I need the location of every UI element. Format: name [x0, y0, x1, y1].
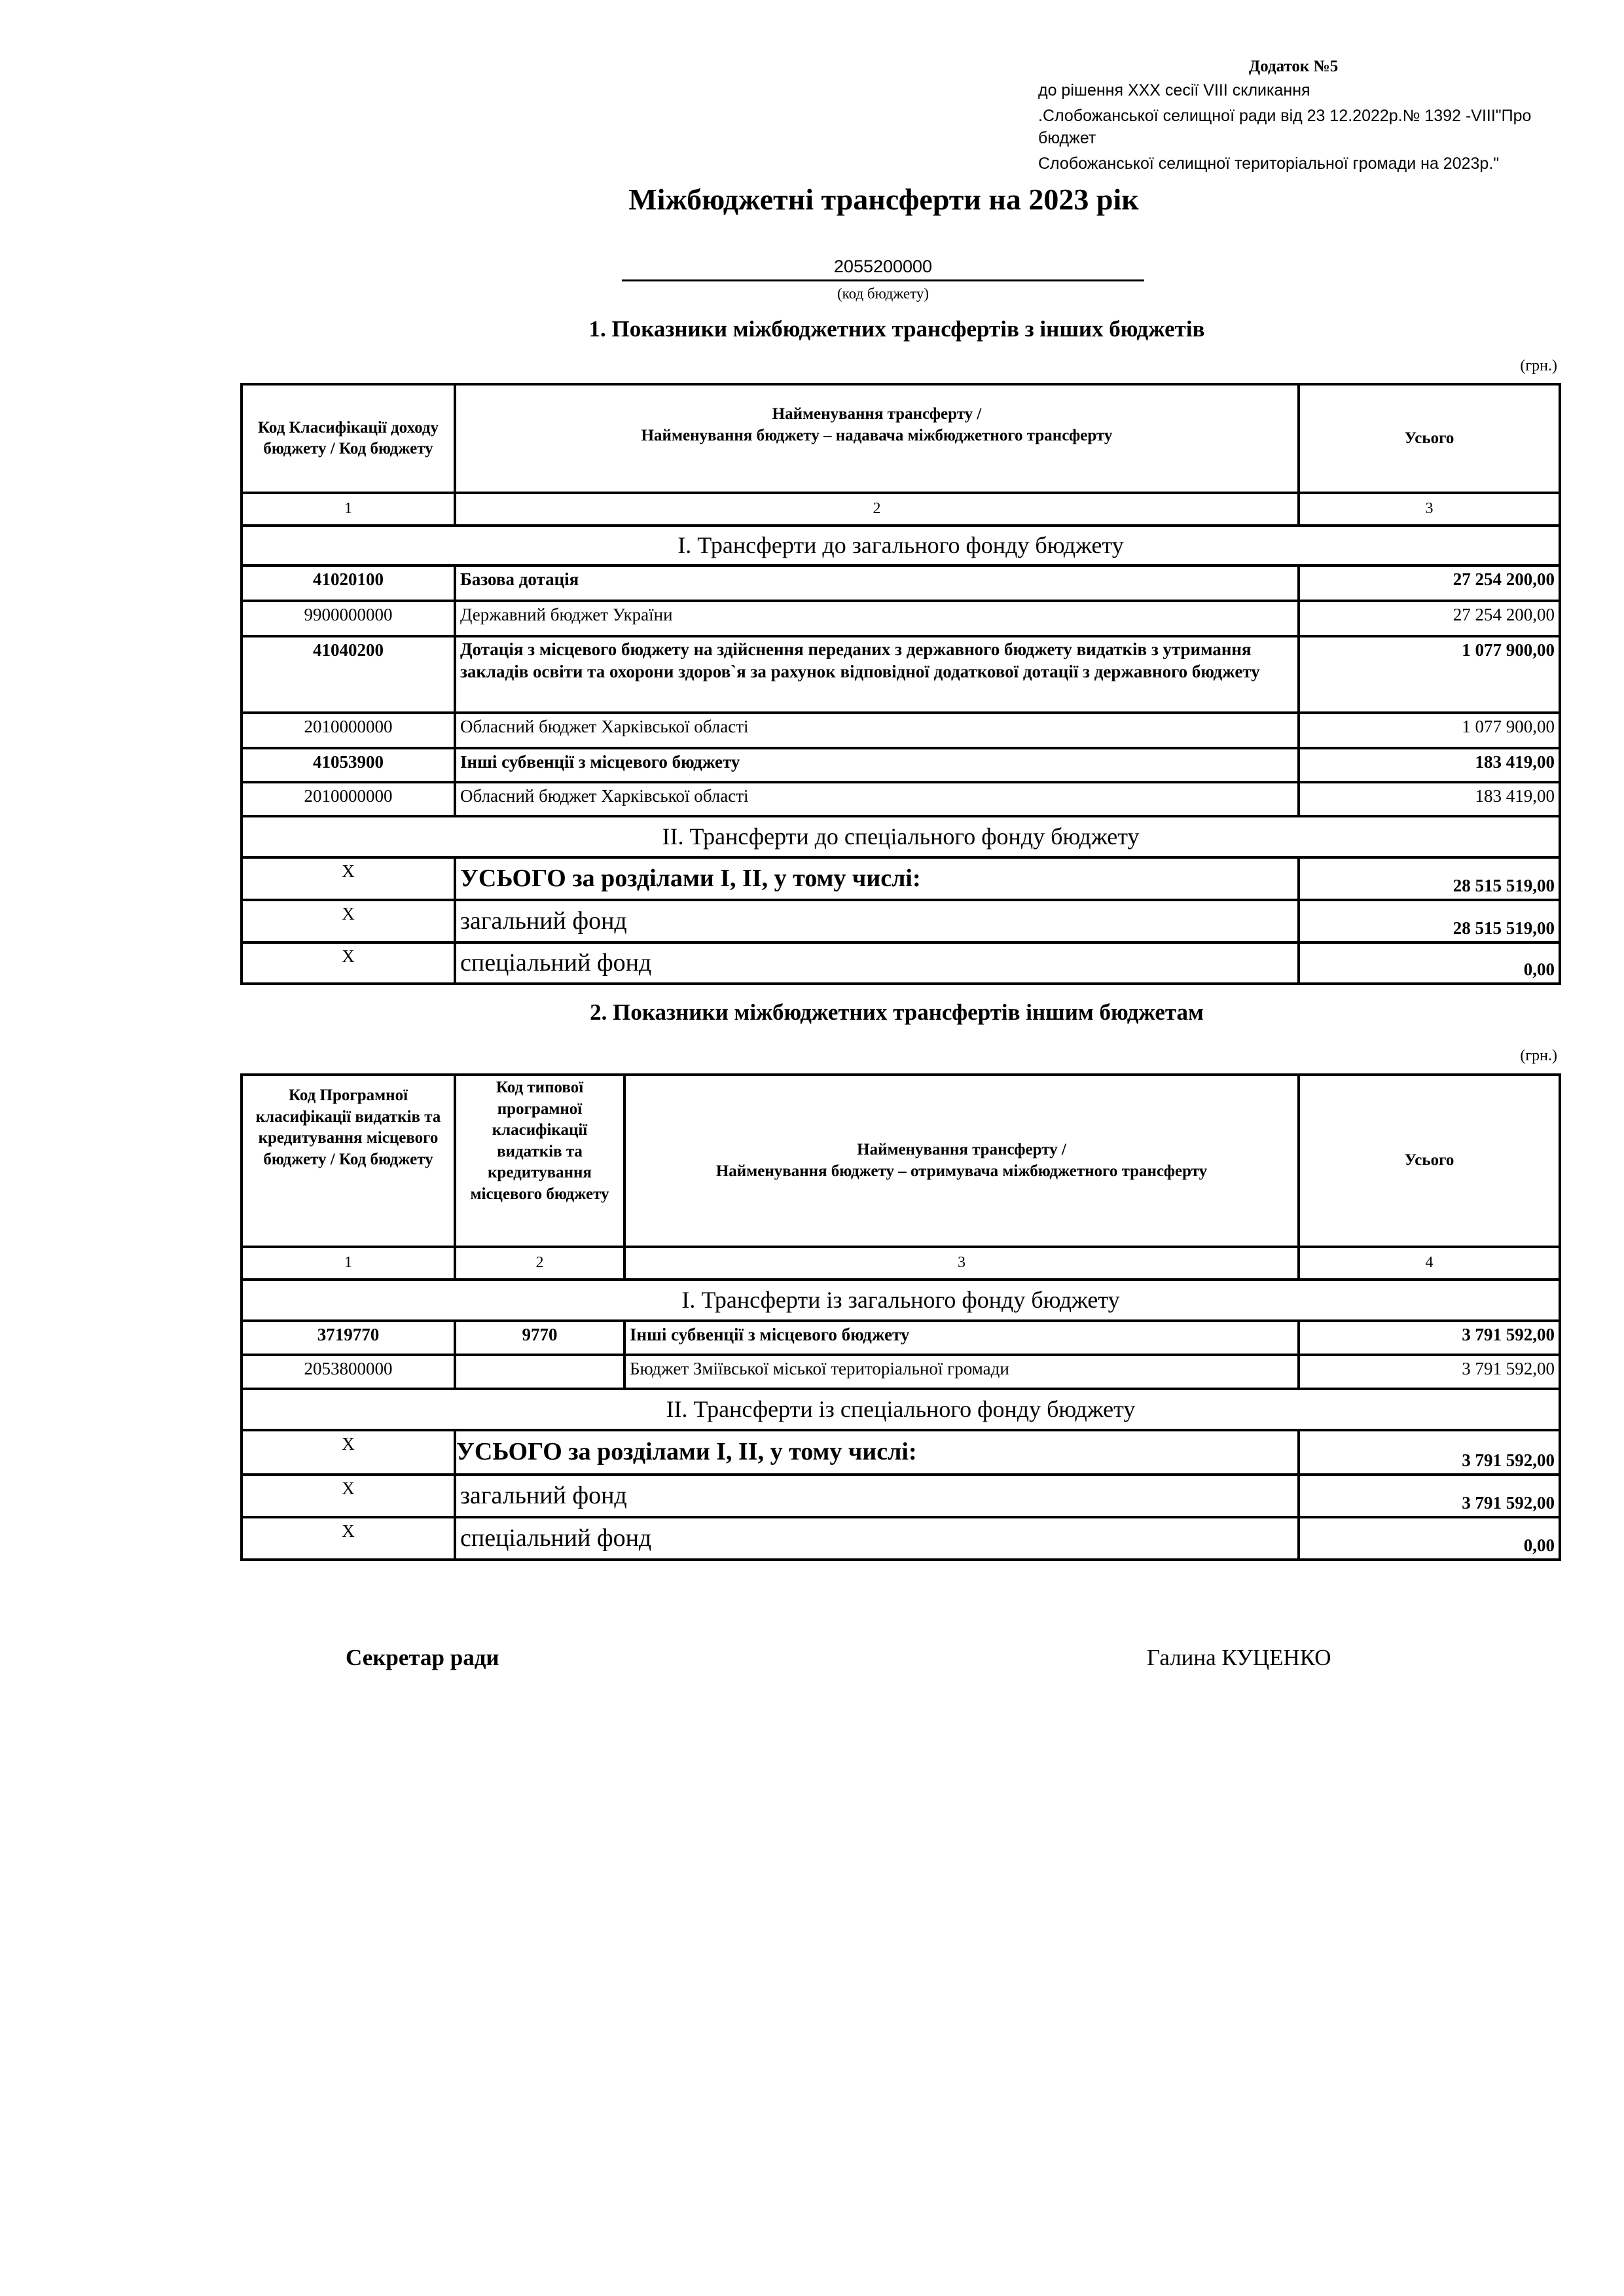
- row-code: 41053900: [242, 748, 455, 782]
- column-header-name-line1: Найменування трансферту /: [857, 1141, 1066, 1158]
- row-code: X: [242, 1475, 455, 1517]
- column-header-name: [624, 1075, 1299, 1247]
- row-code: 3719770: [242, 1321, 455, 1355]
- column-number-row: [242, 493, 1560, 526]
- total-value: 28 515 519,00: [1299, 900, 1560, 942]
- outgoing-transfers-table: [240, 1073, 1561, 1561]
- row-total: 3 791 592,00: [1299, 1321, 1560, 1355]
- table-row: [242, 636, 1560, 713]
- table-row: [242, 1321, 1560, 1355]
- total-value: 3 791 592,00: [1299, 1430, 1560, 1475]
- total-row: [242, 1475, 1560, 1517]
- column-number: 2: [455, 1247, 624, 1280]
- section2-unit: (грн.): [1520, 1047, 1557, 1064]
- column-number: 3: [624, 1247, 1299, 1280]
- column-header-name-line2: Найменування бюджету – надавача міжбюджетного трансферту: [641, 426, 1113, 444]
- row-total: 1 077 900,00: [1299, 713, 1560, 748]
- table-row: [242, 565, 1560, 601]
- total-row: [242, 1517, 1560, 1560]
- column-number: 2: [455, 493, 1299, 526]
- total-label: загальний фонд: [455, 900, 1299, 942]
- row-name: Обласний бюджет Харківської області: [455, 713, 1299, 748]
- section1-heading: 1. Показники міжбюджетних трансфертів з інших бюджетів: [588, 316, 1205, 342]
- header-line-4: Слобожанської селищної територіальної громади на 2023р.": [1038, 154, 1500, 173]
- section2-heading: 2. Показники міжбюджетних трансфертів іншим бюджетам: [590, 999, 1204, 1025]
- total-value: 3 791 592,00: [1299, 1475, 1560, 1517]
- column-header-type-code: Код типової програмної класифікації видатків та кредитування місцевого бюджету: [455, 1075, 624, 1247]
- total-label: УСЬОГО за розділами І, ІІ, у тому числі:: [455, 1430, 1299, 1475]
- total-label: загальний фонд: [455, 1475, 1299, 1517]
- row-name: Бюджет Зміївської міської територіальної громади: [624, 1355, 1299, 1389]
- total-label: УСЬОГО за розділами І, ІІ, у тому числі:: [455, 857, 1299, 900]
- total-row: [242, 1430, 1560, 1475]
- row-total: 183 419,00: [1299, 748, 1560, 782]
- table-header-row: [242, 384, 1560, 493]
- signature-name: Галина КУЦЕНКО: [1147, 1645, 1331, 1670]
- row-code: 2010000000: [242, 782, 455, 816]
- column-header-name: [455, 384, 1299, 493]
- signature-position: Секретар ради: [346, 1645, 499, 1670]
- row-code: X: [242, 857, 455, 900]
- total-label: спеціальний фонд: [455, 942, 1299, 984]
- column-number: 3: [1299, 493, 1560, 526]
- table-row: [242, 748, 1560, 782]
- total-label: спеціальний фонд: [455, 1517, 1299, 1560]
- budget-code: 2055200000: [622, 257, 1144, 281]
- row-code: X: [242, 1430, 455, 1475]
- row-code: 9900000000: [242, 601, 455, 636]
- table-header-row: [242, 1075, 1560, 1247]
- table-row: [242, 601, 1560, 636]
- row-name: Базова дотація: [455, 565, 1299, 601]
- column-header-name-line2: Найменування бюджету – отримувача міжбюджетного трансферту: [715, 1162, 1208, 1180]
- part2-title: II. Трансферти до спеціального фонду бюджету: [242, 816, 1560, 857]
- total-row: [242, 857, 1560, 900]
- row-code: X: [242, 942, 455, 984]
- total-row: [242, 942, 1560, 984]
- row-total: 27 254 200,00: [1299, 601, 1560, 636]
- column-header-code: Код Класифікації доходу бюджету / Код бюджету: [242, 384, 455, 493]
- table-row: [242, 713, 1560, 748]
- row-type-code: [455, 1355, 624, 1389]
- row-code: X: [242, 900, 455, 942]
- part2-title: II. Трансферти із спеціального фонду бюджету: [242, 1389, 1560, 1430]
- table-row: [242, 1355, 1560, 1389]
- table-row: [242, 782, 1560, 816]
- row-name: Дотація з місцевого бюджету на здійснення переданих з державного бюджету видатків з утримання закладів освіти та охорони здоров`я за рахунок відповідної додаткової дотації з державного бюджету: [455, 636, 1299, 713]
- column-header-name-line1: Найменування трансферту /: [772, 405, 982, 423]
- row-code: 41020100: [242, 565, 455, 601]
- column-number: 1: [242, 1247, 455, 1280]
- row-name: Державний бюджет України: [455, 601, 1299, 636]
- total-value: 28 515 519,00: [1299, 857, 1560, 900]
- row-type-code: 9770: [455, 1321, 624, 1355]
- incoming-transfers-table: [240, 383, 1561, 985]
- part1-title: I. Трансферти до загального фонду бюджету: [242, 526, 1560, 565]
- column-header-total: Усього: [1299, 1075, 1560, 1247]
- column-header-program-code: Код Програмної класифікації видатків та кредитування місцевого бюджету / Код бюджету: [242, 1075, 455, 1247]
- section1-unit: (грн.): [1520, 357, 1557, 374]
- page-title: Міжбюджетні трансферти на 2023 рік: [628, 183, 1139, 216]
- row-name: Інші субвенції з місцевого бюджету: [624, 1321, 1299, 1355]
- row-code: 2053800000: [242, 1355, 455, 1389]
- total-value: 0,00: [1299, 942, 1560, 984]
- row-name: Обласний бюджет Харківської області: [455, 782, 1299, 816]
- row-total: 27 254 200,00: [1299, 565, 1560, 601]
- total-value: 0,00: [1299, 1517, 1560, 1560]
- row-total: 3 791 592,00: [1299, 1355, 1560, 1389]
- header-line-1: до рішення ХХХ сесії VIII скликання: [1038, 81, 1310, 99]
- appendix-number: Додаток №5: [1249, 58, 1339, 75]
- budget-code-caption: (код бюджету): [837, 285, 929, 302]
- part1-title: I. Трансферти із загального фонду бюджету: [242, 1280, 1560, 1321]
- row-code: X: [242, 1517, 455, 1560]
- row-code: 2010000000: [242, 713, 455, 748]
- row-name: Інші субвенції з місцевого бюджету: [455, 748, 1299, 782]
- column-number-row: [242, 1247, 1560, 1280]
- total-row: [242, 900, 1560, 942]
- row-total: 1 077 900,00: [1299, 636, 1560, 713]
- header-line-3: бюджет: [1038, 129, 1096, 147]
- column-number: 1: [242, 493, 455, 526]
- header-line-2: .Слобожанської селищної ради від 23 12.2022р.№ 1392 -VIII"Про: [1038, 107, 1532, 125]
- column-number: 4: [1299, 1247, 1560, 1280]
- row-total: 183 419,00: [1299, 782, 1560, 816]
- row-code: 41040200: [242, 636, 455, 713]
- column-header-total: Усього: [1299, 384, 1560, 493]
